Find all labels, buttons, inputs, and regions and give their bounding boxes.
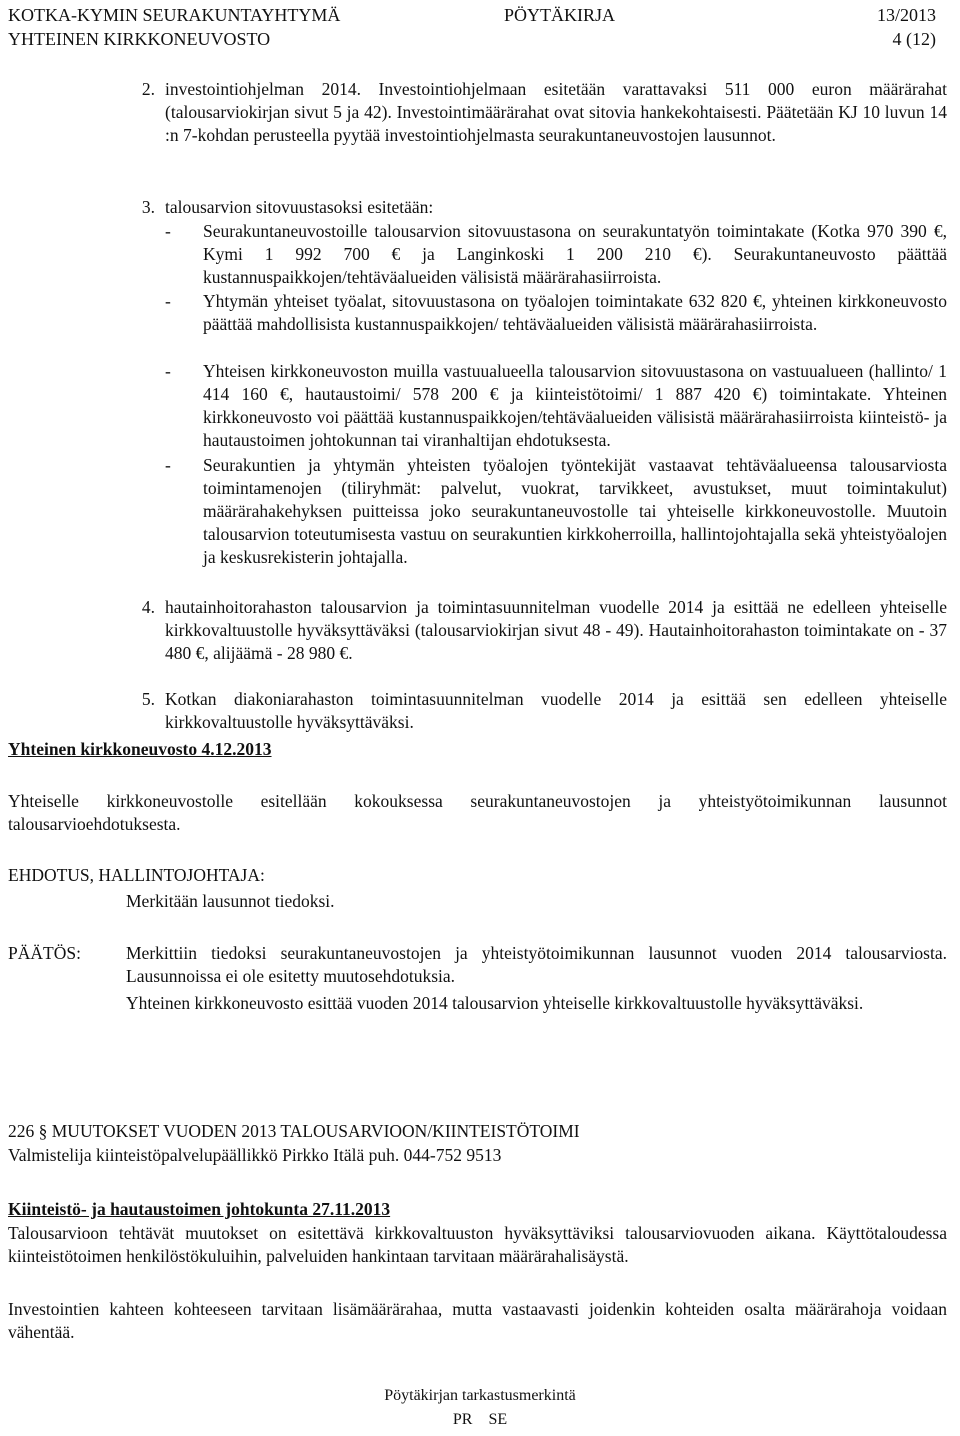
meeting-heading: Yhteinen kirkkoneuvosto 4.12.2013 [8, 739, 272, 759]
decision-text-1: Merkittiin tiedoksi seurakuntaneuvostojen ja yhteistyötoimikunnan lausunnot vuoden 2014 talousarviosta. Lausunnoissa ei ole esitetty muutosehdotuksia. [126, 943, 947, 986]
bullet-dash: - [165, 455, 171, 475]
footer-label: Pöytäkirjan tarkastusmerkintä [384, 1387, 576, 1404]
bullet-text: Yhtymän yhteiset työalat, sitovuustasona on työalojen toimintakate 632 820 €, yhteinen kirkkoneuvosto päättää mahdollisista kustannuspaikkojen/ tehtäväalueiden välisistä määrärahasiirroista. [203, 291, 947, 334]
section-paragraph-1: Talousarvioon tehtävät muutokset on esitettävä kirkkovaltuuston hyväksyttäviksi talousarviovuoden aikana. Käyttötaloudessa kiinteistötoimen henkilöstökuluihin, palveluiden hankintaan tarvitaan määrärahalisäystä. [8, 1223, 947, 1266]
bullet-text: Yhteisen kirkkoneuvoston muilla vastuualueella talousarvion sitovuustasona on vastuualueen (hallinto/ 1 414 160 €, hautaustoimi/ 578 200 € ja kiinteistötoimi/ 1 887 420 €) toimintakate. Yhteinen kirkkoneuvosto voi päättää kustannuspaikkojen/tehtäväalueiden välisistä määrärahasiirroista kiinteistö- ja hautaustoimen johtokunnan tai viranhaltijan ehdotuksesta. [203, 361, 947, 450]
proposal-text: Merkitään lausunnot tiedoksi. [126, 891, 335, 911]
bullet-dash: - [165, 361, 171, 381]
bullet-dash: - [165, 291, 171, 311]
proposal-label: EHDOTUS, HALLINTOJOHTAJA: [8, 865, 265, 885]
decision-text-2: Yhteinen kirkkoneuvosto esittää vuoden 2014 talousarvion yhteiselle kirkkovaltuustolle hyväksyttäväksi. [126, 993, 864, 1013]
page-header-row1 [8, 4, 936, 26]
item-number: 5. [141, 689, 155, 709]
item-text: Kotkan diakoniarahaston toimintasuunnitelman vuodelle 2014 ja esittää sen edelleen yhteiselle kirkkovaltuustolle hyväksyttäväksi. [165, 689, 947, 732]
header-page-number: 4 (12) [892, 29, 936, 49]
item-number: 2. [141, 79, 155, 99]
section-preparer: Valmistelija kiinteistöpalvelupäällikkö Pirkko Itälä puh. 044-752 9513 [8, 1145, 502, 1165]
header-org: KOTKA-KYMIN SEURAKUNTAYHTYMÄ [8, 5, 341, 25]
item-text: talousarvion sitovuustasoksi esitetään: [165, 197, 434, 217]
decision-label: PÄÄTÖS: [8, 943, 81, 963]
bullet-text: Seurakuntaneuvostoille talousarvion sitovuustasona on seurakuntatyön toimintakate (Kotka 970 390 €, Kymi 1 992 700 € ja Langinkoski 1 200 210 €). Seurakuntaneuvosto päättää kustannuspaikkojen/tehtäväalueiden välisistä määrärahasiirroista. [203, 221, 947, 287]
item-number: 4. [141, 597, 155, 617]
page-header-row2 [8, 28, 936, 50]
section-paragraph-2: Investointien kahteen kohteeseen tarvitaan lisämäärärahaa, mutta vastaavasti joidenkin kohteiden osalta määrärahoja voidaan vähentää. [8, 1299, 947, 1342]
footer-initials: PR SE [452, 1411, 508, 1428]
section-title: 226 § MUUTOKSET VUODEN 2013 TALOUSARVIOON/KIINTEISTÖTOIMI [8, 1121, 580, 1141]
bullet-dash: - [165, 221, 171, 241]
item-number: 3. [141, 197, 155, 217]
item-text: hautainhoitorahaston talousarvion ja toimintasuunnitelman vuodelle 2014 ja esittää ne edelleen yhteiselle kirkkovaltuustolle hyväksyttäväksi (talousarviokirjan sivut 48 - 49). Hautainhoitorahaston toimintakate on - 37 480 €, alijäämä - 28 980 €. [165, 597, 947, 663]
header-doc-type: PÖYTÄKIRJA [504, 5, 616, 25]
header-body: YHTEINEN KIRKKONEUVOSTO [8, 29, 271, 49]
bullet-text: Seurakuntien ja yhtymän yhteisten työalojen työntekijät vastaavat tehtäväalueensa talousarviosta toimintamenojen (tiliryhmät: palvelut, vuokrat, tarvikkeet, avustukset, muut toimintakulut) määrärahakehyksen puitteissa joko seurakuntaneuvostolle tai yhteiselle kirkkoneuvostolle. Muutoin talousarvion toteutumisesta vastuu on seurakuntien kirkkoherroilla, hallintojohtajalla sekä yhteistyöalojen ja keskusrekisterin johtajalla. [203, 455, 947, 567]
meeting-text: Yhteiselle kirkkoneuvostolle esitellään kokouksessa seurakuntaneuvostojen ja yhteistyötoimikunnan lausunnot talousarvioehdotuksesta. [8, 791, 947, 834]
item-text: investointiohjelman 2014. Investointiohjelmaan esitetään varattavaksi 511 000 euron määrärahat (talousarviokirjan sivut 5 ja 42). Investointimäärärahat ovat sitovia hankekohtaisesti. Päätetään KJ 10 luvun 14 :n 7-kohdan perusteella pyytää investointiohjelmasta seurakuntaneuvostojen lausunnot. [165, 79, 947, 145]
board-heading: Kiinteistö- ja hautaustoimen johtokunta 27.11.2013 [8, 1199, 391, 1219]
header-doc-number: 13/2013 [876, 5, 936, 25]
